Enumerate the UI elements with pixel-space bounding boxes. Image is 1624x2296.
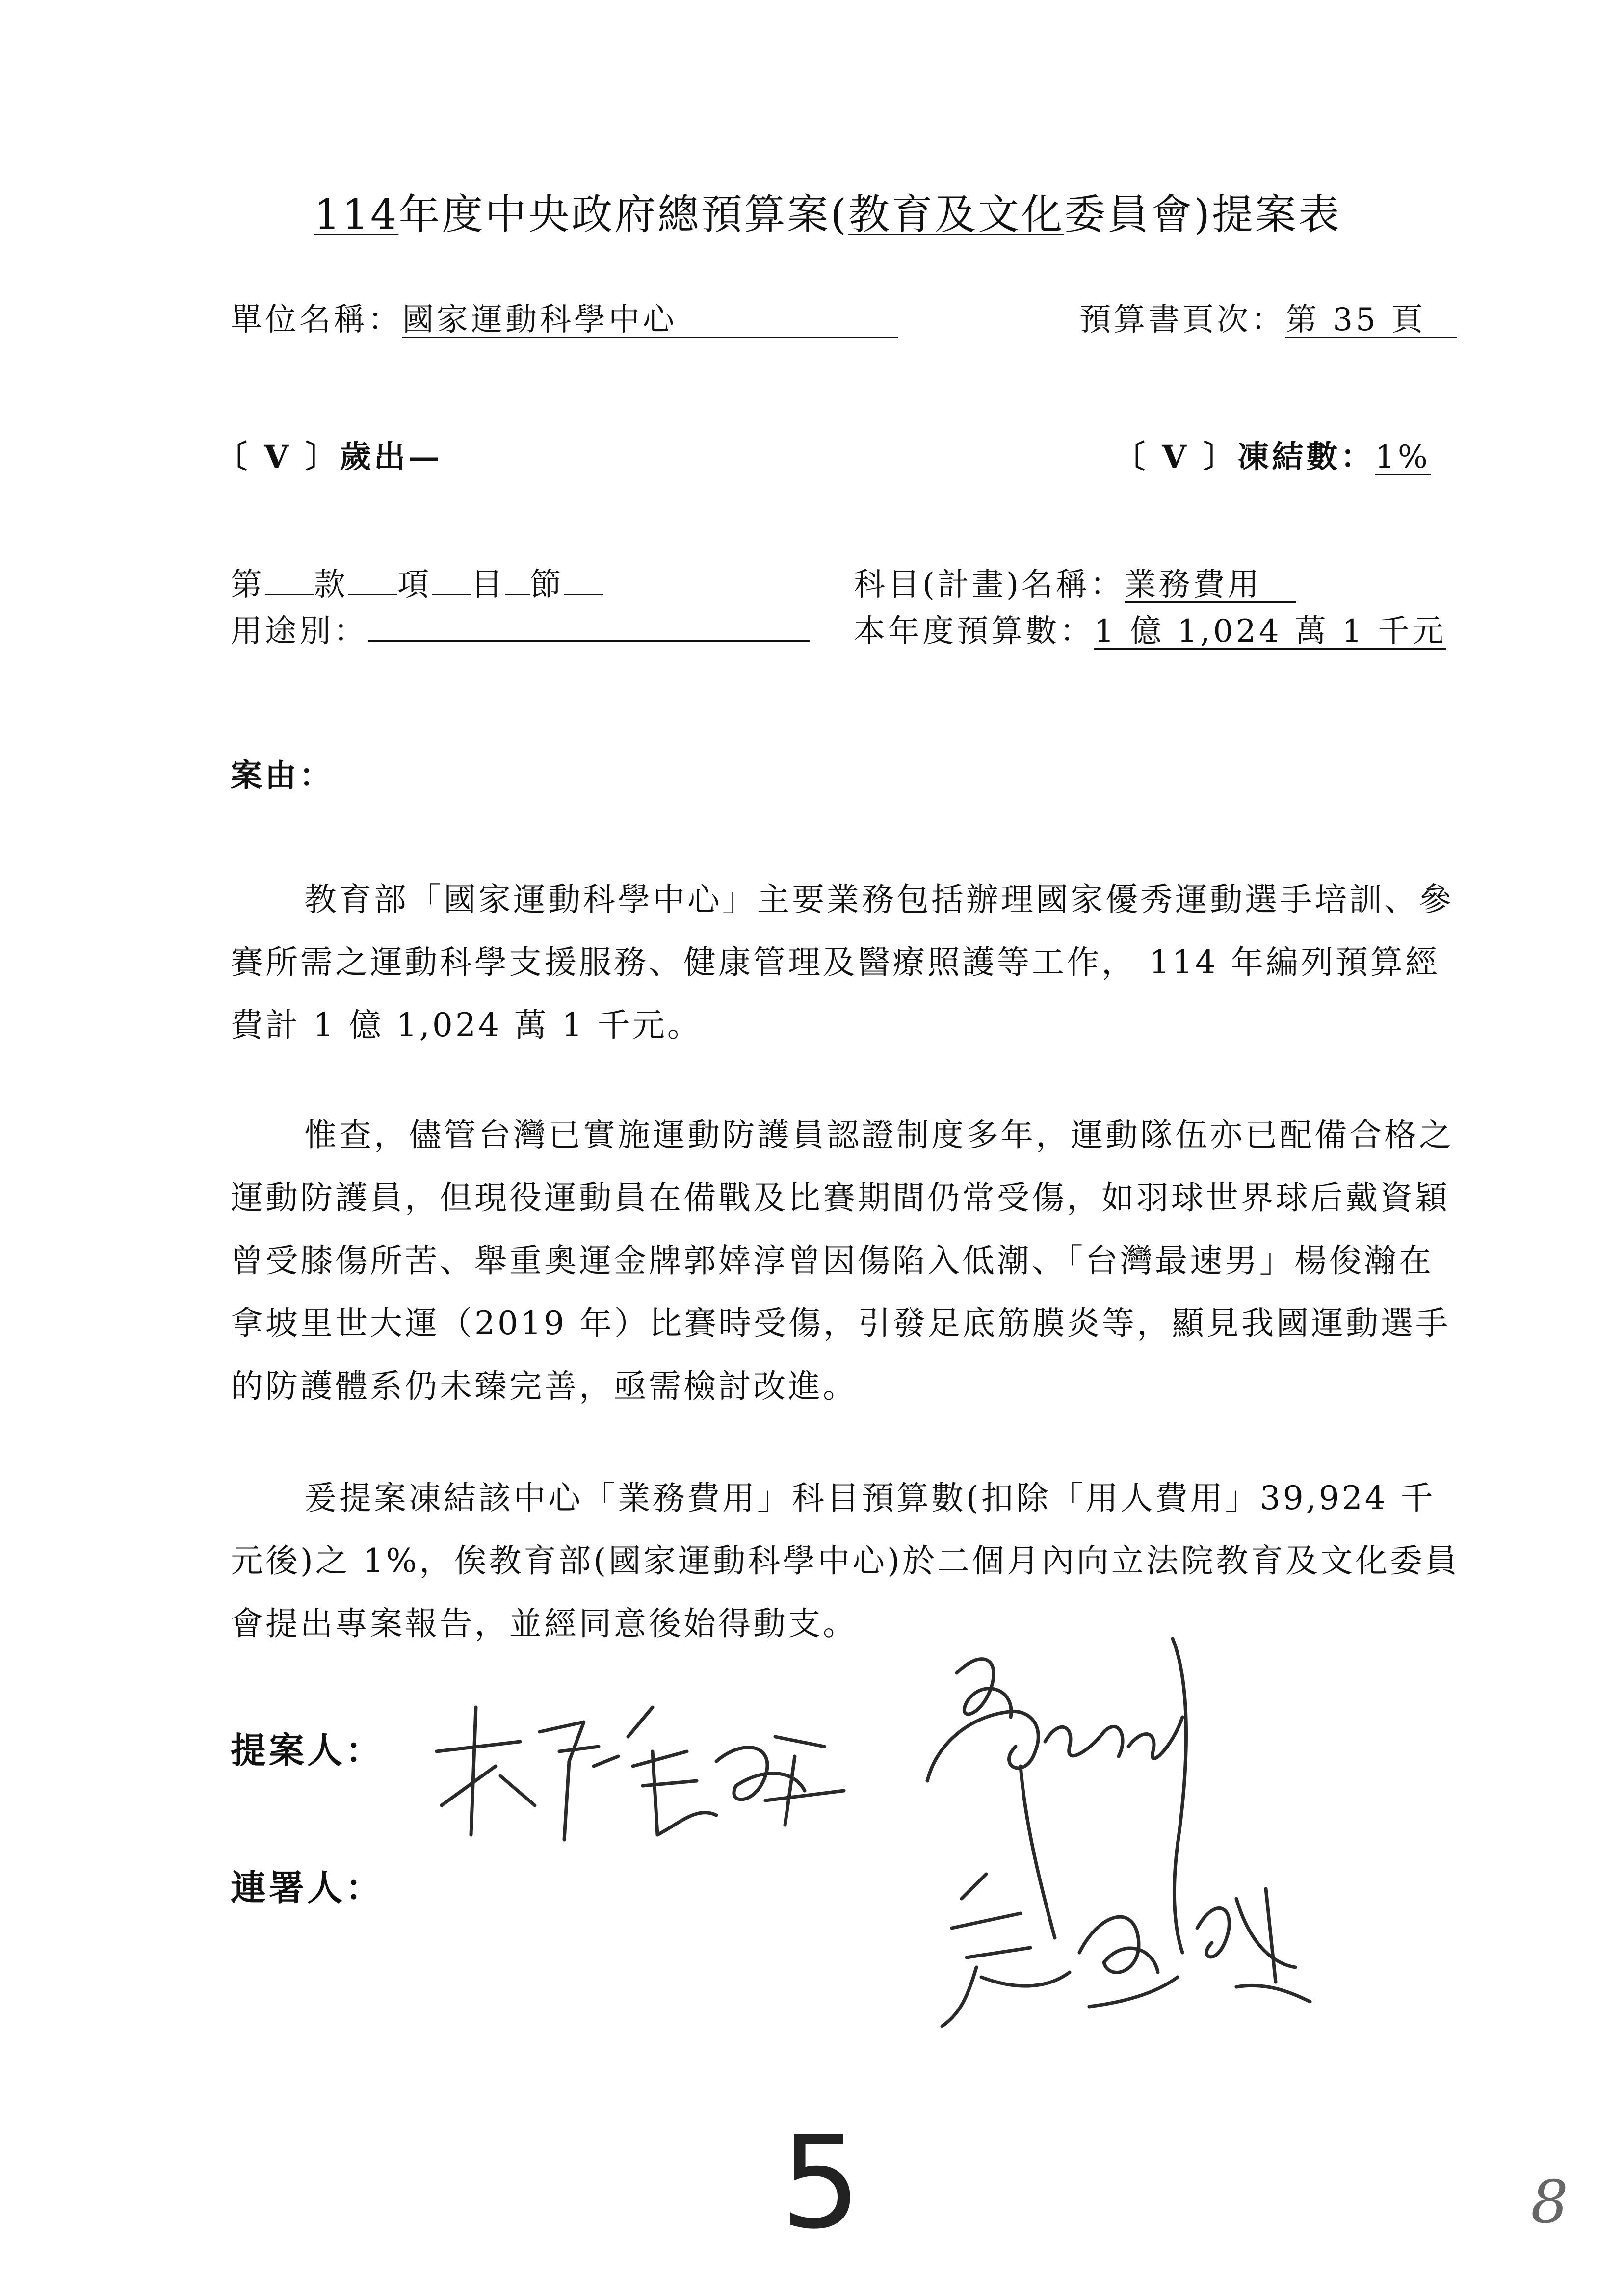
case-paragraph-1	[231, 868, 1467, 1057]
paragraph-text: 爰提案凍結該中心「業務費用」科目預算數(扣除「用人費用」39,924 千元後)之 1%，俟教育部(國家運動科學中心)於二個月內向立法院教育及文化委員會提出專案報告，並經同意後始得動支。	[231, 1479, 1460, 1643]
section-char-4: 目	[471, 567, 505, 603]
proposer-label: 提案人：	[231, 1729, 384, 1771]
freeze-value: 1%	[1375, 439, 1431, 475]
title-part1: 年度中央政府總預算案(	[398, 190, 849, 238]
amount-row	[854, 606, 1446, 651]
subject-row	[854, 559, 1296, 604]
purpose-row	[231, 606, 810, 651]
amount-label: 本年度預算數：	[854, 613, 1094, 650]
freeze-row	[1114, 432, 1431, 477]
purpose-blank	[368, 613, 810, 642]
unit-label: 單位名稱：	[231, 302, 402, 338]
blank-line	[265, 566, 314, 595]
unit-row	[231, 294, 898, 339]
freeze-label: 〔 V 〕凍結數：	[1114, 439, 1375, 475]
page-title	[314, 182, 1341, 241]
subject-value: 業務費用	[1125, 569, 1296, 603]
section-char-3: 項	[397, 567, 432, 603]
unit-value: 國家運動科學中心	[402, 304, 898, 338]
handwritten-page-number: 5	[780, 2109, 862, 2257]
cosigner-signature-2	[922, 1854, 1325, 2051]
proposer-signature	[422, 1678, 864, 1864]
page-ref-row	[1079, 294, 1457, 339]
section-row	[231, 559, 603, 604]
case-paragraph-2	[231, 1104, 1467, 1418]
blank-line	[348, 566, 397, 595]
section-char-2: 款	[314, 567, 348, 603]
expenditure-flag: 〔 V 〕歲出—	[216, 439, 443, 475]
amount-value: 1 億 1,024 萬 1 千元	[1094, 613, 1447, 650]
paragraph-text: 惟查，儘管台灣已實施運動防護員認證制度多年，運動隊伍亦已配備合格之運動防護員，但現役運動員在備戰及比賽期間仍常受傷，如羽球世界球后戴資穎曾受膝傷所苦、舉重奧運金牌郭婞淳曾因傷陷入低潮、「台灣最速男」楊俊瀚在拿坡里世大運（2019 年）比賽時受傷，引發足底筋膜炎等，顯見我國運動選手的防護體系仍未臻完善，亟需檢討改進。	[231, 1116, 1454, 1405]
page-ref-label: 預算書頁次：	[1079, 302, 1285, 338]
title-part2: 委員會)提案表	[1064, 190, 1341, 238]
case-paragraph-3	[231, 1467, 1467, 1655]
case-heading: 案由：	[231, 757, 334, 794]
blank-line	[564, 566, 603, 595]
blank-line	[432, 566, 471, 595]
paragraph-text: 教育部「國家運動科學中心」主要業務包括辦理國家優秀運動選手培訓、參賽所需之運動科學支援服務、健康管理及醫療照護等工作， 114 年編列預算經費計 1 億 1,024 萬 1 千元。	[231, 881, 1454, 1044]
blank-line	[505, 566, 530, 595]
purpose-label: 用途別：	[231, 613, 368, 650]
cosigner-label: 連署人：	[231, 1867, 384, 1908]
subject-label: 科目(計畫)名稱：	[854, 567, 1125, 603]
section-char-1: 第	[231, 567, 265, 603]
section-char-5: 節	[530, 567, 564, 603]
title-committee: 教育及文化	[848, 190, 1065, 238]
title-year: 114	[314, 190, 399, 238]
page-ref-value: 第 35 頁	[1285, 304, 1457, 338]
corner-mark: 8	[1531, 2168, 1569, 2237]
